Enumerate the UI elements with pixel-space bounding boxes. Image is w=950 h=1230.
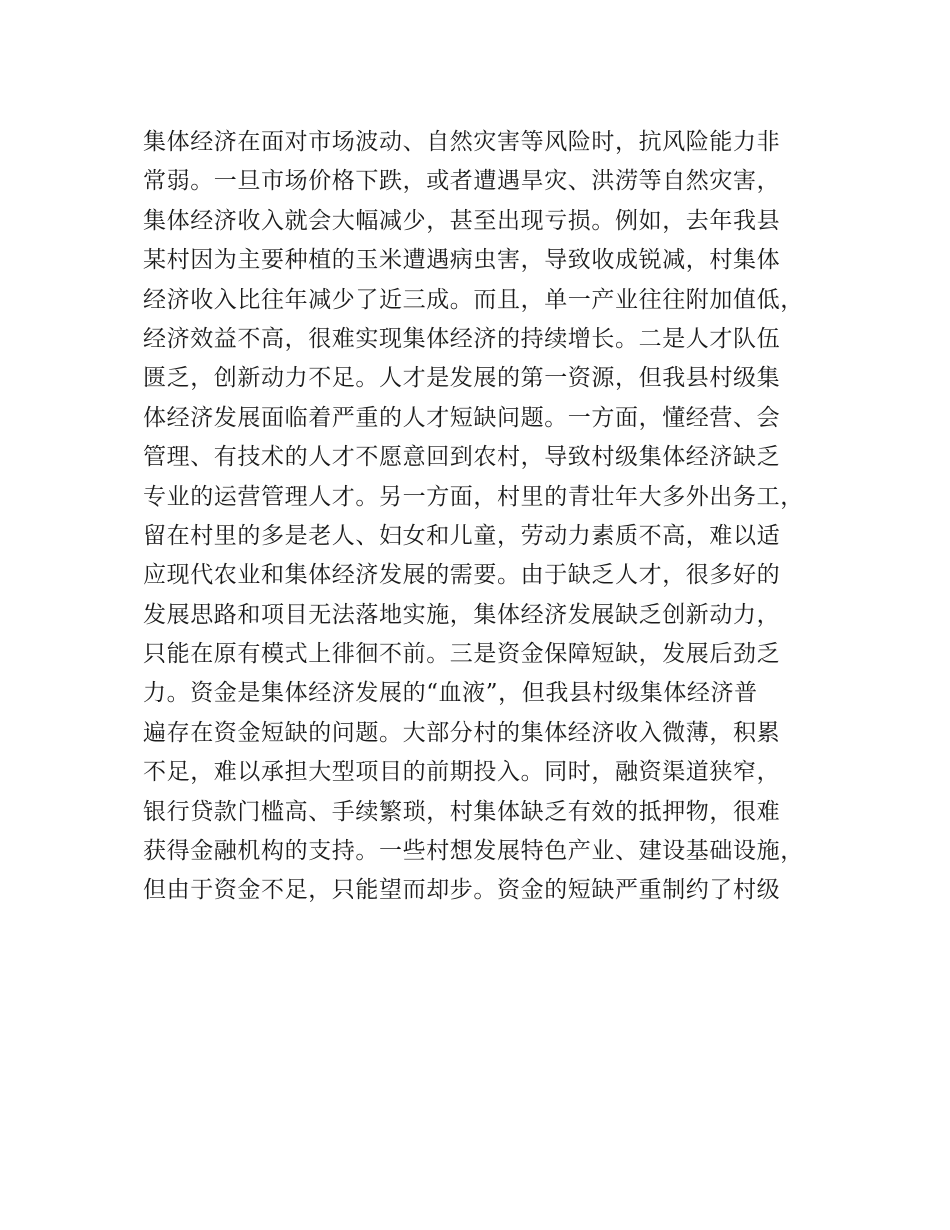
text-line: 发展思路和项目无法落地实施，集体经济发展缺乏创新动力， [143, 601, 781, 628]
text-line: 遍存在资金短缺的问题。大部分村的集体经济收入微薄，积累 [143, 719, 781, 746]
text-line: 不足，难以承担大型项目的前期投入。同时，融资渠道狭窄， [143, 759, 781, 786]
text-line: 留在村里的多是老人、妇女和儿童，劳动力素质不高，难以适 [143, 522, 781, 549]
text-line: 匮乏，创新动力不足。人才是发展的第一资源，但我县村级集 [143, 365, 781, 392]
text-line: 银行贷款门槛高、手续繁琐，村集体缺乏有效的抵押物，很难 [143, 798, 781, 825]
text-line: 常弱。一旦市场价格下跌，或者遭遇旱灾、洪涝等自然灾害， [143, 168, 781, 195]
text-line: 集体经济收入就会大幅减少，甚至出现亏损。例如，去年我县 [143, 207, 781, 234]
text-line: 获得金融机构的支持。一些村想发展特色产业、建设基础设施， [143, 838, 804, 865]
text-line: 集体经济在面对市场波动、自然灾害等风险时，抗风险能力非 [143, 129, 781, 155]
text-line: 经济效益不高，很难实现集体经济的持续增长。二是人才队伍 [143, 325, 781, 352]
text-line: 某村因为主要种植的玉米遭遇病虫害，导致收成锐减，村集体 [143, 247, 781, 274]
text-line: 力。资金是集体经济发展的“血液”，但我县村级集体经济普 [143, 680, 758, 707]
text-line: 但由于资金不足，只能望而却步。资金的短缺严重制约了村级 [143, 877, 781, 904]
text-line: 专业的运营管理人才。另一方面，村里的青壮年大多外出务工， [143, 483, 804, 510]
body-paragraph [143, 123, 833, 911]
text-line: 经济收入比往年减少了近三成。而且，单一产业往往附加值低， [143, 286, 804, 313]
text-line: 应现代农业和集体经济发展的需要。由于缺乏人才，很多好的 [143, 562, 781, 589]
text-line: 管理、有技术的人才不愿意回到农村，导致村级集体经济缺乏 [143, 444, 781, 471]
text-line: 只能在原有模式上徘徊不前。三是资金保障短缺，发展后劲乏 [143, 641, 781, 668]
text-line: 体经济发展面临着严重的人才短缺问题。一方面，懂经营、会 [143, 404, 781, 431]
